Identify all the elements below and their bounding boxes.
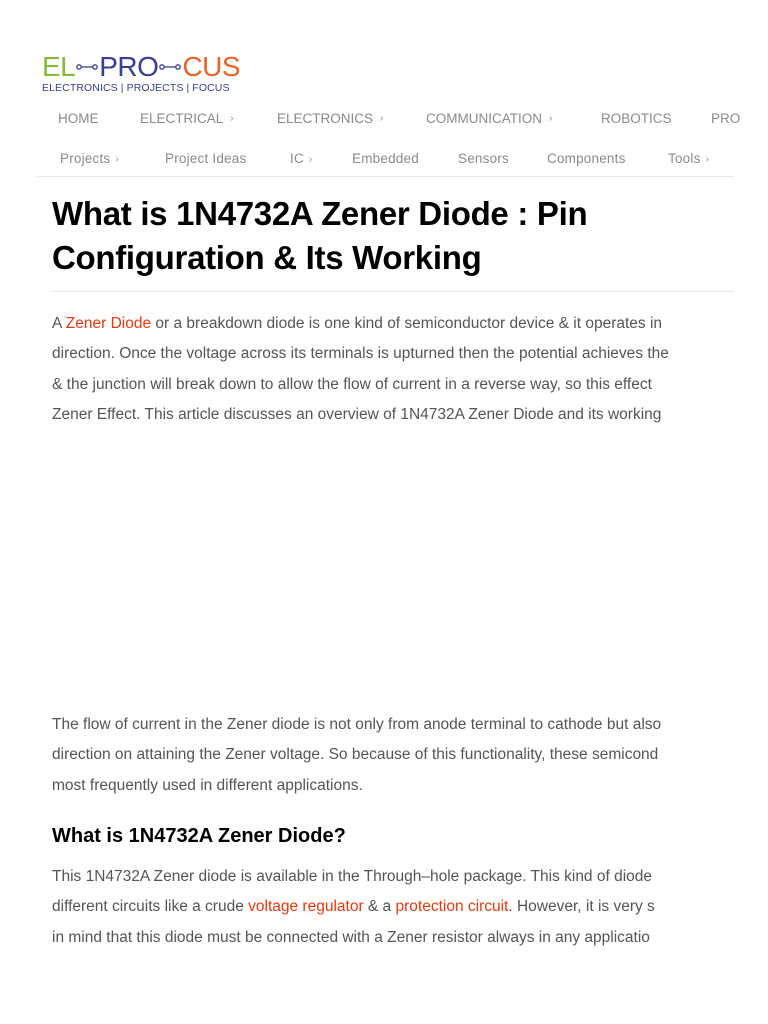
nav-item-label: COMMUNICATION — [426, 111, 542, 126]
paragraph-line: This 1N4732A Zener diode is available in the Through–hole package. This kind of diode — [52, 868, 653, 885]
intro-paragraph — [52, 309, 734, 430]
nav-item-label: HOME — [58, 111, 99, 126]
paragraph-line: most frequently used in different applications. — [52, 776, 363, 794]
link-connector-icon — [159, 62, 181, 72]
text-run: & a — [363, 898, 396, 916]
paragraph-line — [52, 309, 734, 339]
nav-item-projects[interactable] — [711, 111, 740, 126]
voltage-regulator-link[interactable]: voltage regulator — [248, 898, 364, 916]
text-run: different circuits like a crude — [52, 898, 249, 916]
chevron-right-icon: › — [115, 154, 119, 165]
logo-part-el: EL — [42, 51, 76, 82]
subnav-item-tools[interactable] — [668, 151, 709, 166]
chevron-right-icon: › — [380, 113, 384, 124]
nav-item-electrical[interactable] — [140, 111, 234, 126]
article-title-line: Configuration & Its Working — [52, 239, 482, 276]
chevron-right-icon: › — [549, 113, 553, 124]
logo-part-pro: PRO — [99, 51, 159, 82]
body-paragraph — [52, 862, 734, 953]
chevron-right-icon: › — [705, 154, 710, 165]
paragraph-line: & the junction will break down to allow the flow of current in a reverse way, so this effect — [52, 375, 652, 393]
subnav-item-project-ideas[interactable] — [165, 151, 246, 166]
nav-item-robotics[interactable] — [601, 111, 672, 126]
subnav-item-embedded[interactable] — [352, 151, 419, 166]
subnav-item-label: Components — [547, 151, 626, 166]
subnav-item-label: Tools — [668, 151, 701, 166]
subnav-item-label: Project Ideas — [165, 151, 247, 166]
paragraph-line — [52, 892, 734, 922]
subnav-item-label: Embedded — [352, 151, 419, 166]
site-logo[interactable] — [42, 53, 240, 94]
article-title-line: What is 1N4732A Zener Diode : Pin — [52, 195, 588, 232]
logo-wordmark — [42, 53, 240, 81]
sub-navigation — [0, 151, 734, 169]
paragraph-line: Zener Effect. This article discusses an overview of 1N4732A Zener Diode and its working — [52, 405, 662, 423]
text-run: or a breakdown diode is one kind of semiconductor device & it operates in — [151, 315, 663, 332]
article-title — [52, 192, 734, 280]
nav-item-label: PRO — [711, 111, 741, 126]
logo-tagline: ELECTRONICS | PROJECTS | FOCUS — [42, 82, 230, 94]
paragraph-line: direction on attaining the Zener voltage. So because of this functionality, these semicond — [52, 746, 659, 764]
chevron-right-icon: › — [308, 154, 313, 165]
navigation-divider — [37, 176, 734, 177]
section-heading: What is 1N4732A Zener Diode? — [52, 825, 346, 847]
title-divider — [52, 291, 734, 292]
nav-item-communication[interactable] — [426, 111, 552, 126]
subnav-item-label: Projects — [60, 151, 111, 166]
text-run: . However, it is very s — [508, 898, 655, 916]
subnav-item-sensors[interactable] — [458, 151, 509, 166]
subnav-item-components[interactable] — [547, 151, 626, 166]
paragraph-line: direction. Once the voltage across its terminals is upturned then the potential achieves the — [52, 345, 669, 363]
link-connector-icon — [76, 62, 98, 72]
paragraph-line: The flow of current in the Zener diode is not only from anode terminal to cathode but also — [52, 716, 662, 733]
subnav-item-projects[interactable] — [60, 151, 119, 166]
subnav-item-label: Sensors — [458, 151, 509, 166]
logo-part-cus: CUS — [182, 51, 241, 82]
body-paragraph — [52, 710, 734, 801]
paragraph-line: in mind that this diode must be connected with a Zener resistor always in any applicatio — [52, 928, 650, 946]
subnav-item-ic[interactable] — [290, 151, 312, 166]
chevron-right-icon: › — [230, 113, 234, 124]
nav-item-electronics[interactable] — [277, 111, 383, 126]
nav-item-label: ELECTRICAL — [140, 111, 224, 126]
protection-circuit-link[interactable]: protection circuit — [395, 898, 509, 916]
nav-item-label: ELECTRONICS — [277, 111, 374, 126]
zener-diode-link[interactable]: Zener Diode — [65, 315, 152, 332]
main-navigation — [0, 111, 741, 129]
nav-item-home[interactable] — [58, 111, 99, 126]
text-run: A — [52, 315, 66, 332]
nav-item-label: ROBOTICS — [601, 111, 672, 126]
subnav-item-label: IC — [290, 151, 304, 166]
